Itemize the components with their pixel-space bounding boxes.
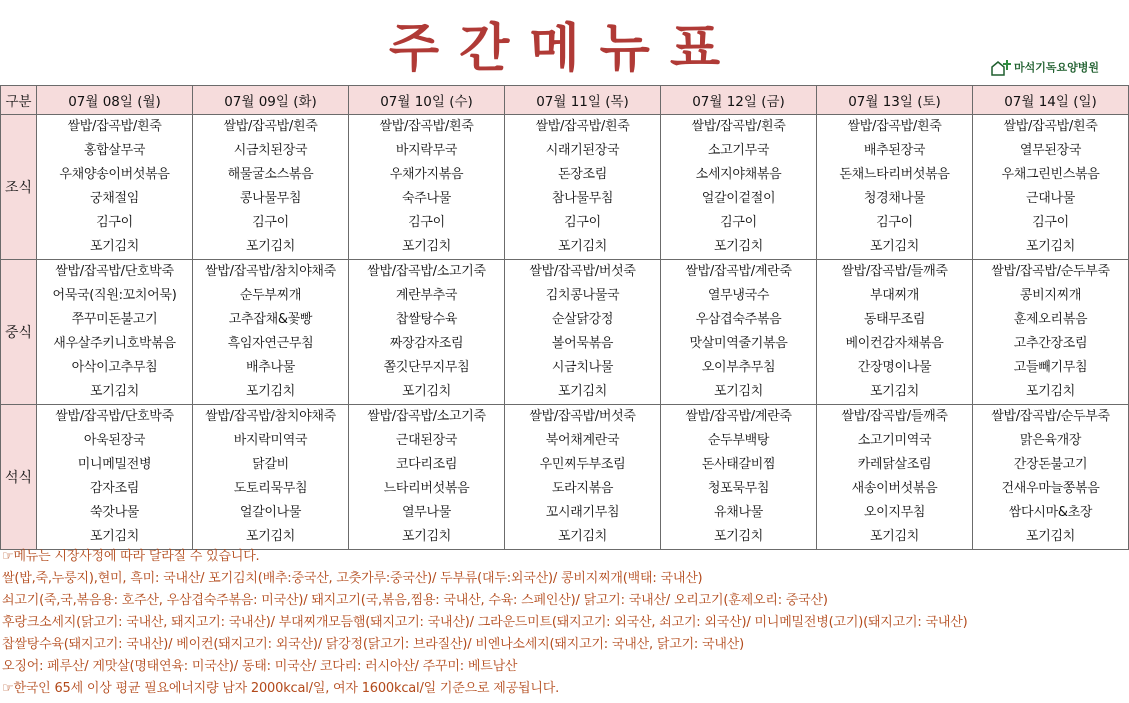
menu-cell <box>973 260 1129 405</box>
menu-item: 쌀밥/잡곡밥/단호박죽 <box>55 409 174 424</box>
menu-item: 바지락무국 <box>395 143 458 158</box>
note-line: 후랑크소세지(닭고기: 국내산, 돼지고기: 국내산)/ 부대찌개모듬햄(돼지고기: 국내산)/ 그라운드미트(돼지고기: 외국산, 쇠고기: 외국산)/ 미니메밀전병(고기)(돼지고기: 국내산) <box>2 615 968 630</box>
gubun-header: 구분 <box>1 86 37 115</box>
menu-item: 우채그린빈스볶음 <box>1001 167 1100 182</box>
menu-item: 훈제오리볶음 <box>1013 312 1088 327</box>
day-header: 07월 10일 (수) <box>349 86 505 115</box>
menu-item: 느타리버섯볶음 <box>383 481 470 496</box>
menu-item: 열무냉국수 <box>707 288 770 303</box>
menu-item: 감자조림 <box>89 481 140 496</box>
menu-item: 쌀밥/잡곡밥/참치야채죽 <box>205 264 336 279</box>
menu-item: 도토리묵무침 <box>233 481 308 496</box>
menu-cell <box>37 260 193 405</box>
day-header: 07월 13일 (토) <box>817 86 973 115</box>
menu-item: 코다리조림 <box>395 457 458 472</box>
menu-item: 아삭이고추무침 <box>71 360 158 375</box>
day-header: 07월 14일 (일) <box>973 86 1129 115</box>
day-header: 07월 09일 (화) <box>193 86 349 115</box>
menu-item: 홍합살무국 <box>83 143 146 158</box>
day-header: 07월 11일 (목) <box>505 86 661 115</box>
menu-item: 쌀밥/잡곡밥/흰죽 <box>223 119 318 134</box>
menu-item: 소세지야채볶음 <box>695 167 782 182</box>
menu-item: 김구이 <box>408 215 445 230</box>
menu-item: 쌀밥/잡곡밥/참치야채죽 <box>205 409 336 424</box>
menu-item: 도라지볶음 <box>551 481 614 496</box>
menu-item: 포기김치 <box>557 384 608 399</box>
menu-item: 포기김치 <box>245 529 296 544</box>
page-title: 주간메뉴표 <box>388 19 741 79</box>
menu-item: 열무나물 <box>401 505 452 520</box>
weekly-menu-table <box>0 85 1129 550</box>
menu-item: 새송이버섯볶음 <box>851 481 938 496</box>
menu-item: 포기김치 <box>869 529 920 544</box>
menu-item: 쌀밥/잡곡밥/순두부죽 <box>991 264 1110 279</box>
menu-item: 포기김치 <box>401 529 452 544</box>
table-header-row <box>1 86 1129 115</box>
menu-item: 시금치나물 <box>551 360 614 375</box>
menu-item: 간장돈불고기 <box>1013 457 1088 472</box>
note-line: ☞메뉴는 시장사정에 따라 달라질 수 있습니다. <box>2 549 260 564</box>
menu-item: 아욱된장국 <box>83 433 146 448</box>
menu-item: 우채양송이버섯볶음 <box>59 167 170 182</box>
menu-cell <box>973 405 1129 550</box>
menu-cell <box>349 405 505 550</box>
menu-item: 쌀밥/잡곡밥/흰죽 <box>67 119 162 134</box>
menu-item: 포기김치 <box>713 529 764 544</box>
menu-item: 찹쌀탕수육 <box>395 312 458 327</box>
menu-item: 돈장조림 <box>557 167 608 182</box>
menu-item: 순두부찌개 <box>239 288 302 303</box>
menu-item: 열무된장국 <box>1019 143 1082 158</box>
menu-item: 참나물무침 <box>551 191 614 206</box>
menu-item: 우삼겹숙주볶음 <box>695 312 782 327</box>
menu-item: 숙주나물 <box>401 191 452 206</box>
menu-cell <box>193 405 349 550</box>
menu-item: 고추간장조림 <box>1013 336 1088 351</box>
menu-cell <box>37 115 193 260</box>
meal-row <box>1 115 1129 260</box>
menu-item: 쌀밥/잡곡밥/계란죽 <box>685 264 792 279</box>
menu-item: 김구이 <box>1032 215 1069 230</box>
menu-item: 포기김치 <box>869 239 920 254</box>
menu-item: 쌀밥/잡곡밥/들깨죽 <box>841 264 948 279</box>
menu-item: 포기김치 <box>1025 239 1076 254</box>
menu-item: 쌀밥/잡곡밥/계란죽 <box>685 409 792 424</box>
notes-section <box>2 546 1127 700</box>
menu-item: 바지락미역국 <box>233 433 308 448</box>
menu-item: 얼갈이겉절이 <box>701 191 776 206</box>
menu-item: 시금치된장국 <box>233 143 308 158</box>
menu-item: 쌀밥/잡곡밥/단호박죽 <box>55 264 174 279</box>
menu-cell <box>661 115 817 260</box>
menu-item: 볼어묵볶음 <box>551 336 614 351</box>
menu-cell <box>973 115 1129 260</box>
menu-item: 닭갈비 <box>252 457 289 472</box>
day-header: 07월 08일 (월) <box>37 86 193 115</box>
menu-item: 근대나물 <box>1025 191 1076 206</box>
menu-item: 북어채계란국 <box>545 433 620 448</box>
menu-item: 짜장감자조림 <box>389 336 464 351</box>
menu-item: 미니메밀전병 <box>77 457 152 472</box>
menu-item: 김구이 <box>720 215 757 230</box>
menu-item: 포기김치 <box>89 384 140 399</box>
menu-item: 해물굴소스볶음 <box>227 167 314 182</box>
day-header: 07월 12일 (금) <box>661 86 817 115</box>
cross-house-icon <box>990 58 1012 76</box>
menu-item: 우민찌두부조림 <box>539 457 626 472</box>
menu-item: 간장명이나물 <box>857 360 932 375</box>
menu-item: 부대찌개 <box>869 288 920 303</box>
menu-item: 쌈다시마&초장 <box>1008 505 1093 520</box>
menu-item: 쌀밥/잡곡밥/소고기죽 <box>367 264 486 279</box>
table-body <box>1 115 1129 550</box>
menu-item: 돈채느타리버섯볶음 <box>839 167 950 182</box>
menu-item: 포기김치 <box>557 529 608 544</box>
menu-cell <box>193 260 349 405</box>
menu-item: 쌀밥/잡곡밥/흰죽 <box>379 119 474 134</box>
menu-item: 궁채절임 <box>89 191 140 206</box>
menu-item: 계란부추국 <box>395 288 458 303</box>
menu-item: 포기김치 <box>713 239 764 254</box>
menu-item: 우채가지볶음 <box>389 167 464 182</box>
menu-cell <box>349 260 505 405</box>
menu-item: 포기김치 <box>245 239 296 254</box>
menu-item: 쌀밥/잡곡밥/흰죽 <box>1003 119 1098 134</box>
note-line: 쇠고기(죽,국,볶음용: 호주산, 우삼겹숙주볶음: 미국산)/ 돼지고기(국,볶음,찜용: 국내산, 수육: 스페인산)/ 닭고기: 국내산/ 오리고기(훈제오리: 중국산) <box>2 593 828 608</box>
menu-item: 돈사태갈비찜 <box>701 457 776 472</box>
meal-label: 중식 <box>1 260 37 405</box>
menu-item: 순살닭강정 <box>551 312 614 327</box>
menu-item: 건새우마늘쫑볶음 <box>1001 481 1100 496</box>
menu-item: 맛살미역줄기볶음 <box>689 336 788 351</box>
menu-cell <box>817 115 973 260</box>
menu-cell <box>817 260 973 405</box>
menu-item: 포기김치 <box>89 529 140 544</box>
menu-item: 어묵국(직원:꼬치어묵) <box>52 288 177 303</box>
menu-cell <box>505 115 661 260</box>
menu-item: 김구이 <box>252 215 289 230</box>
menu-item: 김구이 <box>564 215 601 230</box>
note-line: 오징어: 페루산/ 게맛살(명태연육: 미국산)/ 동태: 미국산/ 코다리: 러시아산/ 주꾸미: 베트남산 <box>2 659 518 674</box>
menu-item: 소고기무국 <box>707 143 770 158</box>
menu-item: 오이지무침 <box>863 505 926 520</box>
menu-item: 배추된장국 <box>863 143 926 158</box>
menu-item: 쑥갓나물 <box>89 505 140 520</box>
menu-item: 쌀밥/잡곡밥/들깨죽 <box>841 409 948 424</box>
meal-label: 석식 <box>1 405 37 550</box>
menu-item: 소고기미역국 <box>857 433 932 448</box>
menu-item: 맑은육개장 <box>1019 433 1082 448</box>
menu-item: 쌀밥/잡곡밥/순두부죽 <box>991 409 1110 424</box>
menu-item: 흑임자연근무침 <box>227 336 314 351</box>
menu-item: 포기김치 <box>557 239 608 254</box>
menu-item: 시래기된장국 <box>545 143 620 158</box>
menu-item: 포기김치 <box>1025 529 1076 544</box>
note-line: ☞한국인 65세 이상 평균 필요에너지량 남자 2000kcal/일, 여자 1600kcal/일 기준으로 제공됩니다. <box>2 681 560 696</box>
menu-item: 베이컨감자채볶음 <box>845 336 944 351</box>
menu-item: 포기김치 <box>713 384 764 399</box>
menu-cell <box>505 260 661 405</box>
menu-cell <box>37 405 193 550</box>
meal-label: 조식 <box>1 115 37 260</box>
menu-item: 얼갈이나물 <box>239 505 302 520</box>
menu-cell <box>505 405 661 550</box>
menu-item: 콩비지찌개 <box>1019 288 1082 303</box>
hospital-logo <box>990 58 1099 76</box>
menu-item: 쭈꾸미돈불고기 <box>71 312 158 327</box>
menu-cell <box>817 405 973 550</box>
menu-item: 쫄깃단무지무침 <box>383 360 470 375</box>
menu-item: 새우살주키니호박볶음 <box>53 336 176 351</box>
menu-item: 포기김치 <box>869 384 920 399</box>
menu-item: 고추잡채&꽃빵 <box>228 312 313 327</box>
menu-cell <box>661 405 817 550</box>
menu-cell <box>349 115 505 260</box>
meal-row <box>1 260 1129 405</box>
menu-item: 쌀밥/잡곡밥/흰죽 <box>847 119 942 134</box>
menu-item: 근대된장국 <box>395 433 458 448</box>
menu-item: 쌀밥/잡곡밥/버섯죽 <box>529 264 636 279</box>
menu-item: 쌀밥/잡곡밥/흰죽 <box>535 119 630 134</box>
menu-item: 쌀밥/잡곡밥/버섯죽 <box>529 409 636 424</box>
menu-item: 김구이 <box>876 215 913 230</box>
menu-item: 포기김치 <box>401 239 452 254</box>
menu-item: 김치콩나물국 <box>545 288 620 303</box>
menu-item: 순두부백탕 <box>707 433 770 448</box>
menu-cell <box>193 115 349 260</box>
menu-item: 포기김치 <box>401 384 452 399</box>
menu-item: 동태무조림 <box>863 312 926 327</box>
menu-item: 청경채나물 <box>863 191 926 206</box>
menu-item: 쌀밥/잡곡밥/흰죽 <box>691 119 786 134</box>
meal-row <box>1 405 1129 550</box>
note-line: 쌀(밥,죽,누룽지),현미, 흑미: 국내산/ 포기김치(배추:중국산, 고춧가루:중국산)/ 두부류(대두:외국산)/ 콩비지찌개(백태: 국내산) <box>2 571 703 586</box>
menu-item: 포기김치 <box>89 239 140 254</box>
hospital-name: 마석기독요양병원 <box>1014 61 1100 74</box>
note-line: 찹쌀탕수육(돼지고기: 국내산)/ 베이컨(돼지고기: 외국산)/ 닭강정(닭고기: 브라질산)/ 비엔나소세지(돼지고기: 국내산, 닭고기: 국내산) <box>2 637 744 652</box>
menu-item: 고들빼기무침 <box>1013 360 1088 375</box>
menu-item: 오이부추무침 <box>701 360 776 375</box>
menu-item: 김구이 <box>96 215 133 230</box>
menu-item: 유채나물 <box>713 505 764 520</box>
menu-item: 꼬시래기무침 <box>545 505 620 520</box>
menu-item: 카레닭살조림 <box>857 457 932 472</box>
menu-item: 쌀밥/잡곡밥/소고기죽 <box>367 409 486 424</box>
menu-item: 청포묵무침 <box>707 481 770 496</box>
menu-cell <box>661 260 817 405</box>
menu-item: 배추나물 <box>245 360 296 375</box>
menu-item: 콩나물무침 <box>239 191 302 206</box>
menu-item: 포기김치 <box>245 384 296 399</box>
menu-item: 포기김치 <box>1025 384 1076 399</box>
